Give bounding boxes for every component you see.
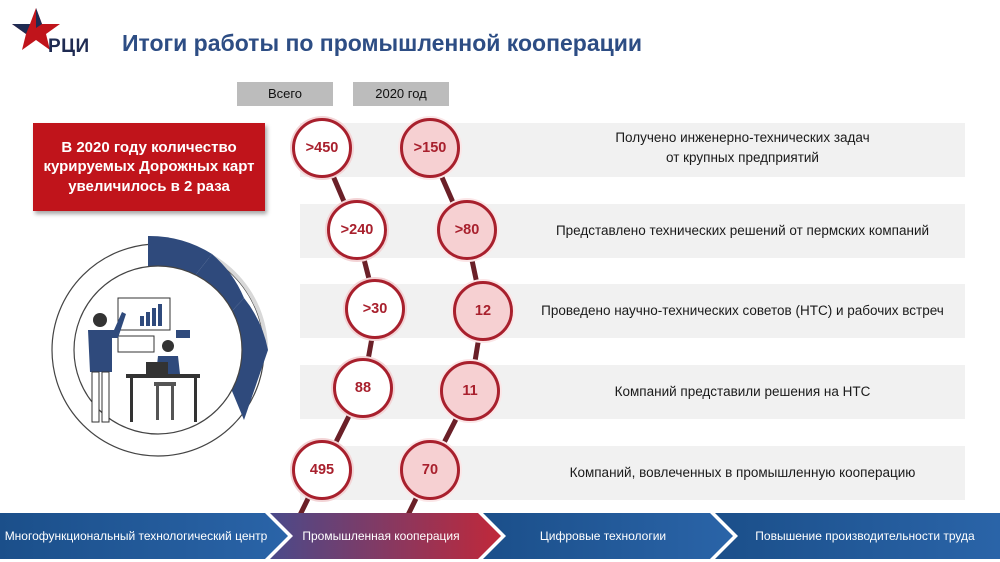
page-title: Итоги работы по промышленной кооперации: [122, 30, 643, 56]
column-header-year: 2020 год: [353, 82, 449, 106]
row-text-2: Представлено технических решений от пермских компаний: [555, 223, 930, 238]
year-value-4: 11: [440, 361, 500, 421]
nav-item-mtc[interactable]: Многофункциональный технологический центр: [4, 529, 268, 543]
logo-text: РЦИ: [48, 36, 90, 57]
column-header-total: Всего: [237, 82, 333, 106]
nav-item-digital[interactable]: Цифровые технологии: [539, 529, 667, 543]
row-text-3: Проведено научно-технических советов (НТС) и рабочих встреч: [541, 303, 944, 318]
year-value-5: 70: [400, 440, 460, 500]
total-value-5: 495: [292, 440, 352, 500]
year-value-3: 12: [453, 281, 513, 341]
row-text-5: Компаний, вовлеченных в промышленную кооперацию: [569, 465, 916, 480]
total-value-2: >240: [327, 200, 387, 260]
year-value-1: >150: [400, 118, 460, 178]
row-text-4: Компаний представили решения на НТС: [614, 384, 871, 399]
highlight-box: В 2020 году количество курируемых Дорожных карт увеличилось в 2 раза: [33, 123, 265, 211]
nav-item-productivity[interactable]: Повышение производительности труда: [755, 529, 975, 543]
total-value-4: 88: [333, 358, 393, 418]
total-value-1: >450: [292, 118, 352, 178]
row-text-1: Получено инженерно-технических задач от крупных предприятий: [615, 130, 870, 166]
total-value-3: >30: [345, 279, 405, 339]
nav-item-cooperation[interactable]: Промышленная кооперация: [302, 529, 460, 543]
year-value-2: >80: [437, 200, 497, 260]
